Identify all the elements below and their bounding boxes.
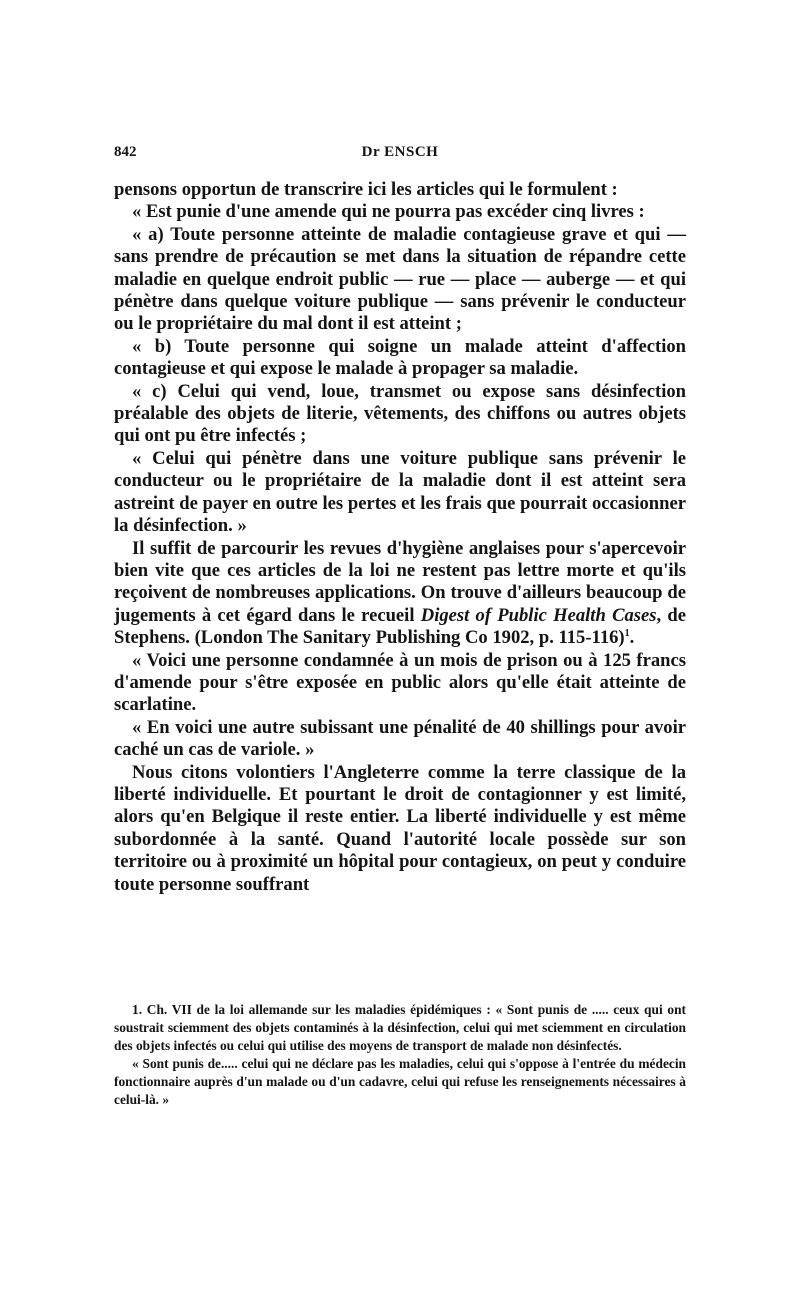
text-run: . <box>629 627 635 649</box>
footnote-ref: 1 <box>624 627 630 639</box>
paragraph: pensons opportun de transcrire ici les articles qui le formulent : <box>114 179 618 200</box>
paragraph: « c) Celui qui vend, loue, transmet ou expose sans désinfection préalable des objets de literie, vêtements, des chiffons ou autres objets qui ont pu être infectés ; <box>114 380 686 447</box>
paragraph: « Celui qui pénètre dans une voiture publique sans prévenir le conducteur ou le propriétaire de la maladie dont il est atteint sera astreint de payer en outre les pertes et les frais que pourrait occasionner la désinfection. » <box>114 447 686 537</box>
main-text <box>114 179 686 896</box>
paragraph: « En voici une autre subissant une pénalité de 40 shillings pour avoir caché un cas de variole. » <box>114 716 686 761</box>
footnote: « Sont punis de..... celui qui ne déclare pas les maladies, celui qui s'oppose à l'entrée du médecin fonctionnaire auprès d'un malade ou d'un cadavre, celui qui refuse les renseignements nécessaires à celui-là. » <box>114 1056 686 1107</box>
paragraph <box>114 538 686 650</box>
paragraph: « b) Toute personne qui soigne un malade atteint d'affection contagieuse et qui expose le malade à propager sa maladie. <box>114 335 686 380</box>
running-title: Dr ENSCH <box>361 144 439 160</box>
paragraph: Nous citons volontiers l'Angleterre comme la terre classique de la liberté individuelle. Et pourtant le droit de contagionner y est limité, alors qu'en Belgique il reste entier. La liberté individuelle y est même subordonnée à la santé. Quand l'autorité locale possède sur son territoire ou à proximité un hôpital pour contagieux, on peut y conduire toute personne souffrant <box>114 761 686 895</box>
running-head <box>114 144 686 166</box>
footnote: 1. Ch. VII de la loi allemande sur les maladies épidémiques : « Sont punis de ..... ceux qui ont soustrait sciemment des objets contaminés à la désinfection, celui qui met sciemment en circulation des objets infectés ou celui qui utilise des moyens de transport de malade non désinfectés. <box>114 1002 686 1053</box>
text-run: , de Stephens. (London The Sanitary Publishing Co 1902, p. 115-116) <box>114 604 686 649</box>
page-number: 842 <box>114 144 137 160</box>
text-run: Il suffit de parcourir les revues d'hygiène anglaises pour s'apercevoir bien vite que ces articles de la loi ne restent pas lettre morte et qu'ils reçoivent de nombreuses applications. On trouve d'ailleurs beaucoup de jugements à cet égard dans le recueil <box>114 537 686 626</box>
paragraph: « a) Toute personne atteinte de maladie contagieuse grave et qui — sans prendre de précaution se met dans la situation de répandre cette maladie en quelque endroit public — rue — place — auberge — et qui pénètre dans quelque voiture publique — sans prévenir le conducteur ou le propriétaire du mal dont il est atteint ; <box>114 223 686 335</box>
paragraph: « Voici une personne condamnée à un mois de prison ou à 125 francs d'amende pour s'être exposée en public alors qu'elle était atteinte de scarlatine. <box>114 649 686 716</box>
footnotes <box>114 1001 686 1109</box>
paragraph: « Est punie d'une amende qui ne pourra pas excéder cinq livres : <box>132 201 645 223</box>
book-title: Digest of Public Health Cases <box>420 604 657 626</box>
